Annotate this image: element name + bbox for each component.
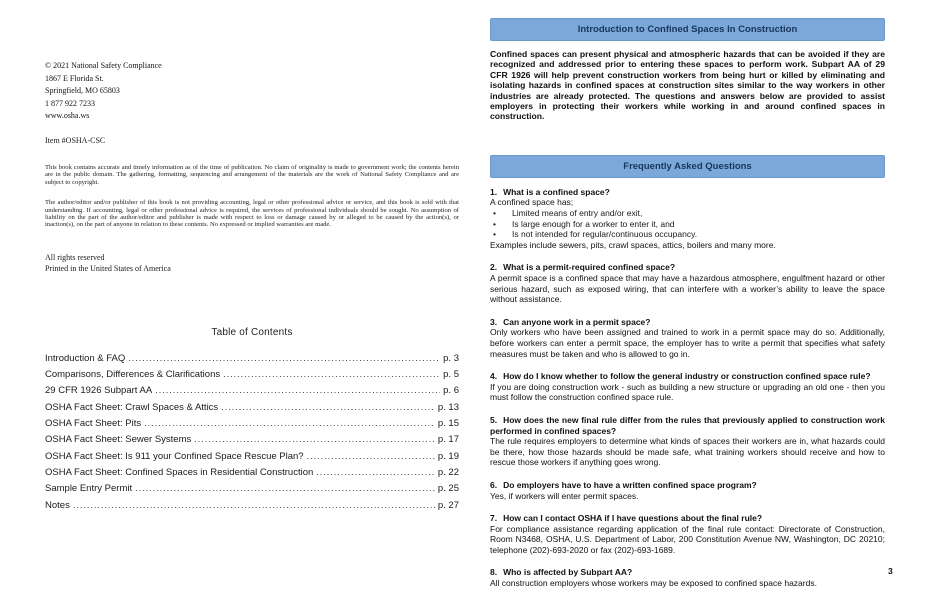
faq-question-text: Who is affected by Subpart AA? — [503, 567, 633, 578]
page-number: 3 — [888, 566, 893, 576]
toc-leader-dots — [73, 500, 435, 511]
intro-section-header: Introduction to Confined Spaces In Construction — [490, 18, 885, 41]
toc-entry-page: p. 22 — [437, 466, 459, 478]
intro-paragraph: Confined spaces can present physical and atmospheric hazards that can be avoided if they are recognized and addressed prior to entering these spaces to perform work. Subpart AA of 29 CFR 1926 will help prevent construction workers from being hurt or killed by eliminating and isolating hazards in confined spaces at construction sites similar to the way workers in other industries are already protected. The questions and answers below are provided to assist employers in protecting their workers while working in and around confined spaces in construction. — [490, 49, 885, 122]
table-of-contents — [45, 327, 459, 516]
toc-entry-page: p. 25 — [437, 483, 459, 495]
faq-answer-examples: Examples include sewers, pits, crawl spaces, attics, boilers and many more. — [490, 239, 776, 250]
faq-list — [490, 187, 885, 589]
faq-question-number: 4. — [490, 371, 498, 382]
toc-entry — [45, 434, 459, 450]
faq-answer: Yes, if workers will enter permit spaces. — [490, 490, 639, 501]
faq-answer: Only workers who have been assigned and trained to work in a permit space may do so. Additionally, before workers can enter a permit space, the employer has to write a permit that specifies what safety measures must be taken and who is allowed to go in. — [490, 327, 885, 359]
publisher-line: 1 877 922 7233 — [45, 98, 95, 108]
publisher-line: 1867 E Florida St. — [45, 73, 104, 83]
faq-question-number: 2. — [490, 262, 498, 273]
publisher-line: www.osha.ws — [45, 111, 90, 120]
toc-entry — [45, 500, 459, 516]
faq-question-text: What is a permit-required confined space? — [503, 262, 676, 273]
toc-title: Table of Contents — [211, 326, 293, 338]
rights-block — [45, 252, 459, 275]
faq-answer: A permit space is a confined space that may have a hazardous atmosphere, engulfment hazard or other serious hazard, such as exposed wiring, that can interfere with a worker’s ability to leave the space without assistance. — [490, 273, 885, 305]
faq-answer: If you are doing construction work - such as building a new structure or upgrading an old one - then you must follow the construction confined space rule. — [490, 381, 885, 403]
toc-entry — [45, 353, 459, 369]
toc-entry — [45, 369, 459, 385]
faq-question-number: 3. — [490, 316, 498, 327]
right-page — [490, 18, 885, 600]
toc-entry — [45, 402, 459, 418]
faq-question — [490, 513, 885, 524]
faq-answer: All construction employers whose workers may be exposed to confined space hazards. — [490, 578, 817, 589]
faq-section-header: Frequently Asked Questions — [490, 155, 885, 178]
faq-question-text: How can I contact OSHA if I have questions about the final rule? — [503, 513, 763, 524]
rights-line: All rights reserved — [45, 252, 105, 262]
left-page — [45, 60, 459, 516]
faq-question-text: Can anyone work in a permit space? — [503, 316, 651, 327]
faq-question — [490, 567, 885, 578]
toc-entry-label: OSHA Fact Sheet: Is 911 your Confined Space Rescue Plan? — [45, 450, 304, 462]
faq-question-number: 8. — [490, 567, 498, 578]
toc-entry — [45, 467, 459, 483]
faq-bullet-list — [490, 208, 885, 240]
publisher-line: Springfield, MO 65803 — [45, 86, 120, 95]
faq-item — [490, 567, 885, 588]
faq-item — [490, 371, 885, 403]
faq-question-number: 1. — [490, 186, 498, 197]
toc-leader-dots — [316, 467, 435, 478]
faq-bullet-item: • Limited means of entry and/or exit, — [490, 208, 885, 219]
faq-item — [490, 187, 885, 251]
toc-entry-page: p. 6 — [443, 385, 459, 397]
toc-entry — [45, 483, 459, 499]
faq-question-number: 5. — [490, 414, 498, 425]
faq-question — [490, 371, 885, 382]
faq-question-text: What is a confined space? — [503, 186, 610, 197]
toc-entry-label: Notes — [45, 499, 70, 511]
faq-question-number: 7. — [490, 513, 498, 524]
faq-answer: For compliance assistance regarding application of the final rule contact: Directorate of Construction, Room N3468, OSHA, U.S. Department of Labor, 200 Constitution Avenue NW, Washington, DC 20210; telephone (202)-693-2020 or fax (202)-693-1689. — [490, 523, 885, 555]
faq-item — [490, 513, 885, 555]
toc-entry — [45, 451, 459, 467]
toc-leader-dots — [135, 483, 435, 494]
toc-entry-page: p. 5 — [443, 369, 459, 381]
toc-leader-dots — [155, 385, 440, 396]
faq-bullet-item: • Is large enough for a worker to enter it, and — [490, 219, 885, 230]
faq-item — [490, 262, 885, 304]
toc-entry-label: Introduction & FAQ — [45, 352, 126, 364]
toc-entry — [45, 418, 459, 434]
toc-entry-label: Comparisons, Differences & Clarifications — [45, 369, 221, 381]
toc-entry-label: 29 CFR 1926 Subpart AA — [45, 385, 153, 397]
publisher-address — [45, 60, 459, 123]
faq-answer: A confined space has; — [490, 197, 574, 208]
faq-question — [490, 262, 885, 273]
disclaimer-paragraph-2: The author/editor and/or publisher of this book is not providing accounting, legal or other professional advice or service, and this book is sold with that understanding. If accounting, legal or other professional advice is required, the services of professional individuals should be sought. No assumption of liability on the part of the author/editor and publisher is made with respect to loss or damage caused by or alleged to be caused by the action(s), or inaction(s), on the part of anyone in relation to these contents. No expressed or implied warranties are made. — [45, 199, 459, 229]
toc-leader-dots — [307, 451, 435, 462]
faq-question — [490, 317, 885, 328]
toc-leader-dots — [128, 353, 440, 364]
toc-entry — [45, 385, 459, 401]
faq-question-number: 6. — [490, 479, 498, 490]
toc-entry-page: p. 13 — [437, 401, 459, 413]
disclaimer-paragraph-1: This book contains accurate and timely information as of the time of publication. No claim of originality is made to government work; the contents herein are in the public domain. The gathering, formatting, sequencing and arrangement of the materials are the work of National Safety Compliance and are subject to copyright. — [45, 164, 459, 186]
toc-leader-dots — [144, 418, 435, 429]
item-number: Item #OSHA-CSC — [45, 135, 106, 145]
faq-item — [490, 480, 885, 501]
toc-entry-page: p. 3 — [443, 352, 459, 364]
faq-question-text: Do employers have to have a written confined space program? — [503, 479, 757, 490]
toc-entry-label: OSHA Fact Sheet: Confined Spaces in Residential Construction — [45, 466, 314, 478]
toc-entry-label: OSHA Fact Sheet: Pits — [45, 418, 142, 430]
faq-bullet-item: • Is not intended for regular/continuous occupancy. — [490, 229, 885, 240]
toc-entry-page: p. 19 — [437, 450, 459, 462]
toc-entry-label: OSHA Fact Sheet: Crawl Spaces & Attics — [45, 401, 219, 413]
faq-item — [490, 415, 885, 468]
toc-entry-page: p. 17 — [437, 434, 459, 446]
toc-leader-dots — [221, 402, 435, 413]
toc-entry-page: p. 27 — [437, 499, 459, 511]
faq-question — [490, 415, 885, 436]
toc-entry-label: OSHA Fact Sheet: Sewer Systems — [45, 434, 192, 446]
toc-leader-dots — [194, 434, 435, 445]
faq-question — [490, 480, 885, 491]
faq-question-text: How do I know whether to follow the general industry or construction confined space rule? — [503, 371, 871, 382]
toc-entry-label: Sample Entry Permit — [45, 483, 133, 495]
faq-item — [490, 317, 885, 359]
faq-question — [490, 187, 885, 198]
toc-leader-dots — [223, 369, 440, 380]
faq-answer: The rule requires employers to determine what kinds of spaces their workers are in, what hazards could be there, how those hazards should be made safe, what training workers should receive and how to rescue those workers if anything goes wrong. — [490, 436, 885, 468]
rights-line: Printed in the United States of America — [45, 264, 171, 274]
faq-question-text: How does the new final rule differ from the rules that previously applied to construction work performed in confined spaces? — [490, 414, 885, 436]
publisher-line: © 2021 National Safety Compliance — [45, 61, 162, 70]
toc-list — [45, 353, 459, 516]
toc-entry-page: p. 15 — [437, 418, 459, 430]
